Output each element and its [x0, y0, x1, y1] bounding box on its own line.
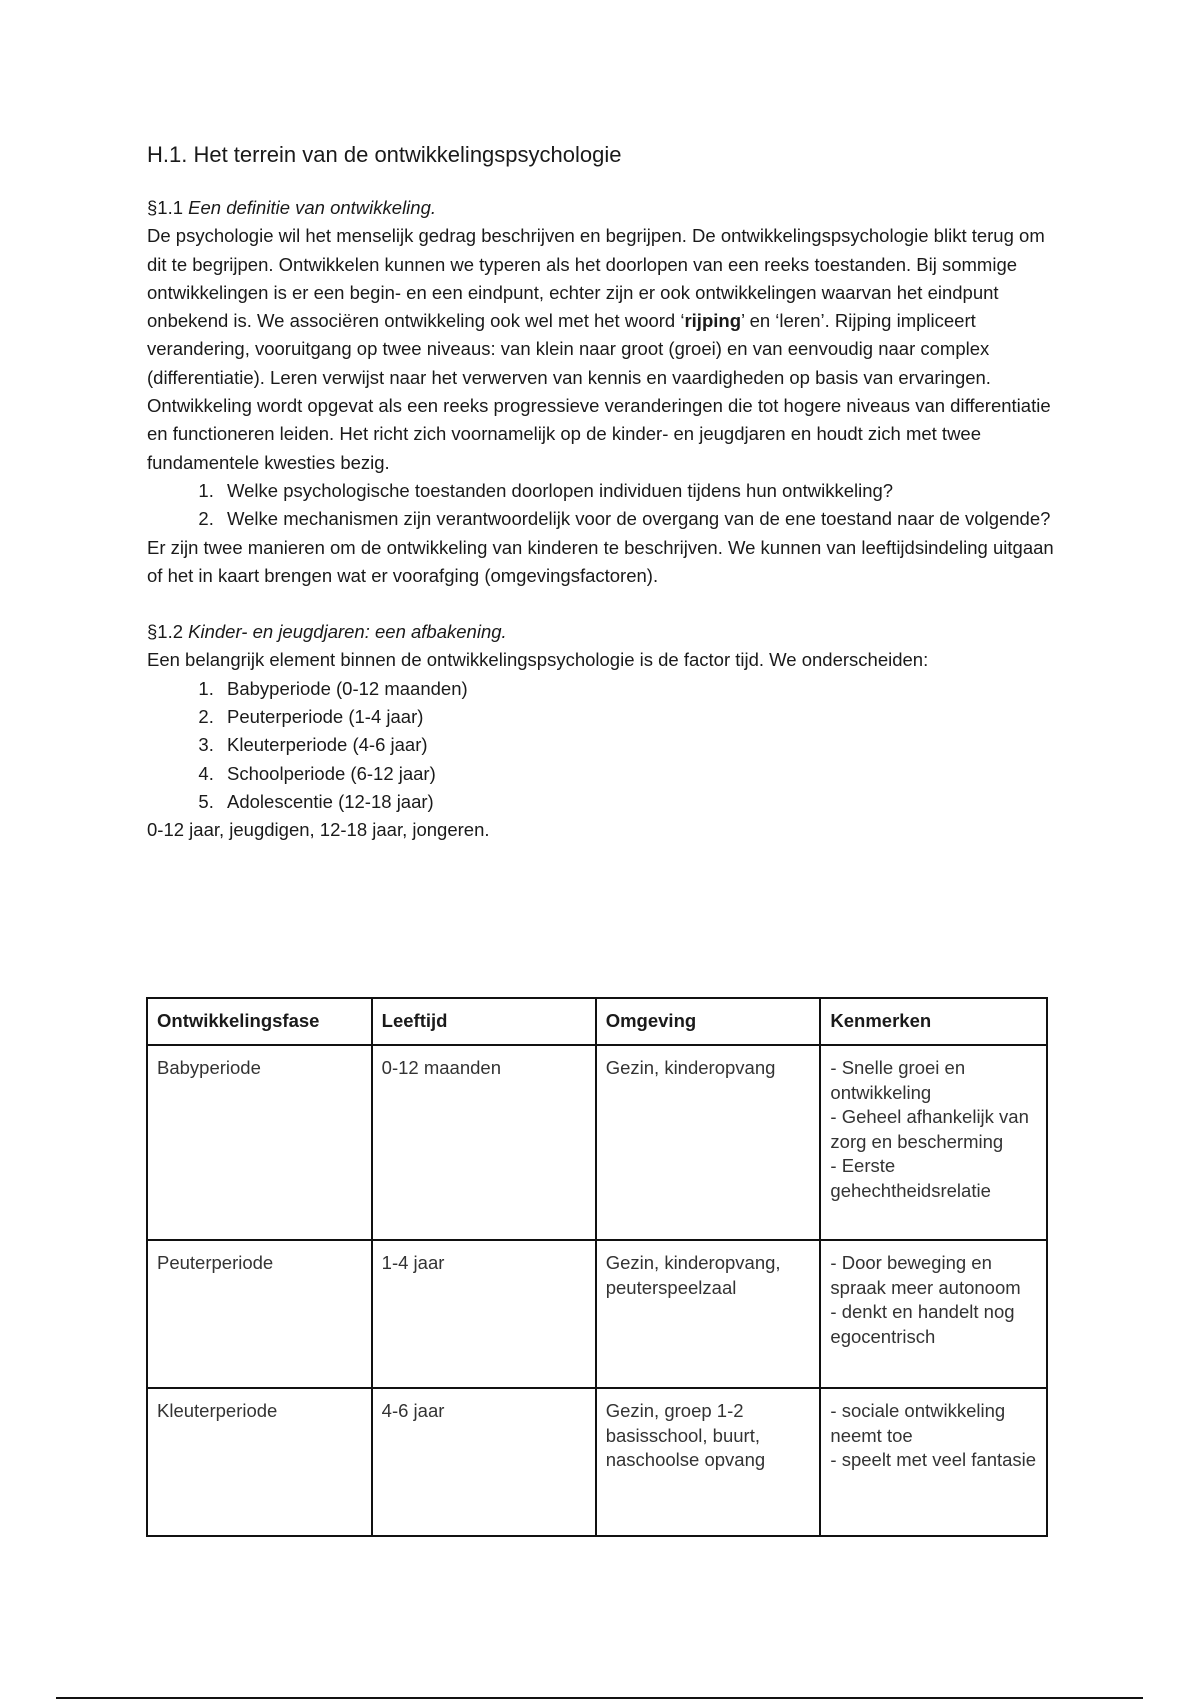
cell-age: 1-4 jaar: [372, 1240, 596, 1388]
document-page: [147, 142, 1067, 845]
list-item: 4. Schoolperiode (6-12 jaar): [219, 760, 1067, 788]
bold-term-rijping: rijping: [684, 310, 741, 332]
column-header-features: Kenmerken: [820, 998, 1047, 1045]
page-bottom-rule: [56, 1697, 1143, 1699]
cell-features: [820, 1388, 1047, 1536]
section-1-closing: Er zijn twee manieren om de ontwikkeling van kinderen te beschrijven. We kunnen van leeftijdsindeling uitgaan of het in kaart brengen wat er voorafging (omgevingsfactoren).: [147, 536, 1054, 586]
table-row: [147, 1045, 1047, 1240]
list-item: 5. Adolescentie (12-18 jaar): [219, 788, 1067, 816]
list-item: 3. Kleuterperiode (4-6 jaar): [219, 731, 1067, 759]
feature-line: - Geheel afhankelijk van zorg en bescherming: [830, 1106, 1029, 1152]
cell-environment: Gezin, kinderopvang: [596, 1045, 821, 1240]
list-item: 1. Babyperiode (0-12 maanden): [219, 675, 1067, 703]
list-item: 1. Welke psychologische toestanden doorlopen individuen tijdens hun ontwikkeling?: [219, 477, 1067, 505]
table-row: [147, 1388, 1047, 1536]
section-2-heading: [147, 618, 1067, 646]
feature-line: - sociale ontwikkeling neemt toe: [830, 1400, 1006, 1446]
feature-line: - Door beweging en spraak meer autonoom: [830, 1252, 1021, 1298]
list-item: 2. Welke mechanismen zijn verantwoordelijk voor de overgang van de ene toestand naar de volgende?: [219, 505, 1067, 533]
section-1-number: §1.1: [147, 197, 184, 218]
feature-line: - speelt met veel fantasie: [830, 1449, 1037, 1470]
cell-phase: Kleuterperiode: [147, 1388, 372, 1536]
cell-environment: Gezin, kinderopvang, peuterspeelzaal: [596, 1240, 821, 1388]
body-text-part-1: De psychologie wil het menselijk gedrag beschrijven en begrijpen. De ontwikkelingspsychologie blikt terug om dit te begrijpen. Ontwikkelen kunnen we typeren als het doorlopen van een reeks toestanden. Bij sommige ontwikkelingen is er een begin- en een eindpunt, echter zijn er ook ontwikkelingen waarvan het eindpunt onbekend is. We associëren ontwikkeling ook wel met het woord ‘: [147, 225, 1045, 332]
section-2-note: 0-12 jaar, jeugdigen, 12-18 jaar, jongeren.: [147, 819, 490, 841]
table-row: [147, 1240, 1047, 1388]
development-phases-table: [146, 997, 1048, 1537]
table-header-row: [147, 998, 1047, 1045]
section-2-intro: Een belangrijk element binnen de ontwikkelingspsychologie is de factor tijd. We onderscheiden:: [147, 649, 929, 671]
cell-phase: Peuterperiode: [147, 1240, 372, 1388]
cell-age: 4-6 jaar: [372, 1388, 596, 1536]
cell-features: [820, 1240, 1047, 1388]
body-text-part-2: ’ en ‘leren’. Rijping impliceert verandering, vooruitgang op twee niveaus: van klein naar groot (groei) en van eenvoudig naar complex (differentiatie). Leren verwijst naar het verwerven van kennis en vaardigheden op basis van ervaringen. Ontwikkeling wordt opgevat als een reeks progressieve veranderingen die tot hogere niveaus van differentiatie en functioneren leiden. Het richt zich voornamelijk op de kinder- en jeugdjaren en houdt zich met twee fundamentele kwesties bezig.: [147, 310, 1051, 473]
column-header-age: Leeftijd: [372, 998, 596, 1045]
section-1-heading: [147, 194, 1067, 222]
cell-environment: Gezin, groep 1-2 basisschool, buurt, naschoolse opvang: [596, 1388, 821, 1536]
questions-list: [147, 477, 1067, 534]
section-2-number: §1.2: [147, 621, 184, 643]
section-2-title: Kinder- en jeugdjaren: een afbakening.: [188, 621, 507, 643]
cell-age: 0-12 maanden: [372, 1045, 596, 1240]
feature-line: - Eerste gehechtheidsrelatie: [830, 1155, 991, 1201]
cell-features: [820, 1045, 1047, 1240]
column-header-phase: Ontwikkelingsfase: [147, 998, 372, 1045]
section-1-body: [147, 222, 1067, 477]
column-header-environment: Omgeving: [596, 998, 821, 1045]
cell-phase: Babyperiode: [147, 1045, 372, 1240]
list-item: 2. Peuterperiode (1-4 jaar): [219, 703, 1067, 731]
feature-line: - denkt en handelt nog egocentrisch: [830, 1301, 1015, 1347]
page-title: H.1. Het terrein van de ontwikkelingspsychologie: [147, 142, 622, 167]
feature-line: - Snelle groei en ontwikkeling: [830, 1057, 966, 1103]
periods-list: [147, 675, 1067, 816]
section-1-title: Een definitie van ontwikkeling.: [188, 197, 437, 218]
section-1: [147, 194, 1067, 845]
